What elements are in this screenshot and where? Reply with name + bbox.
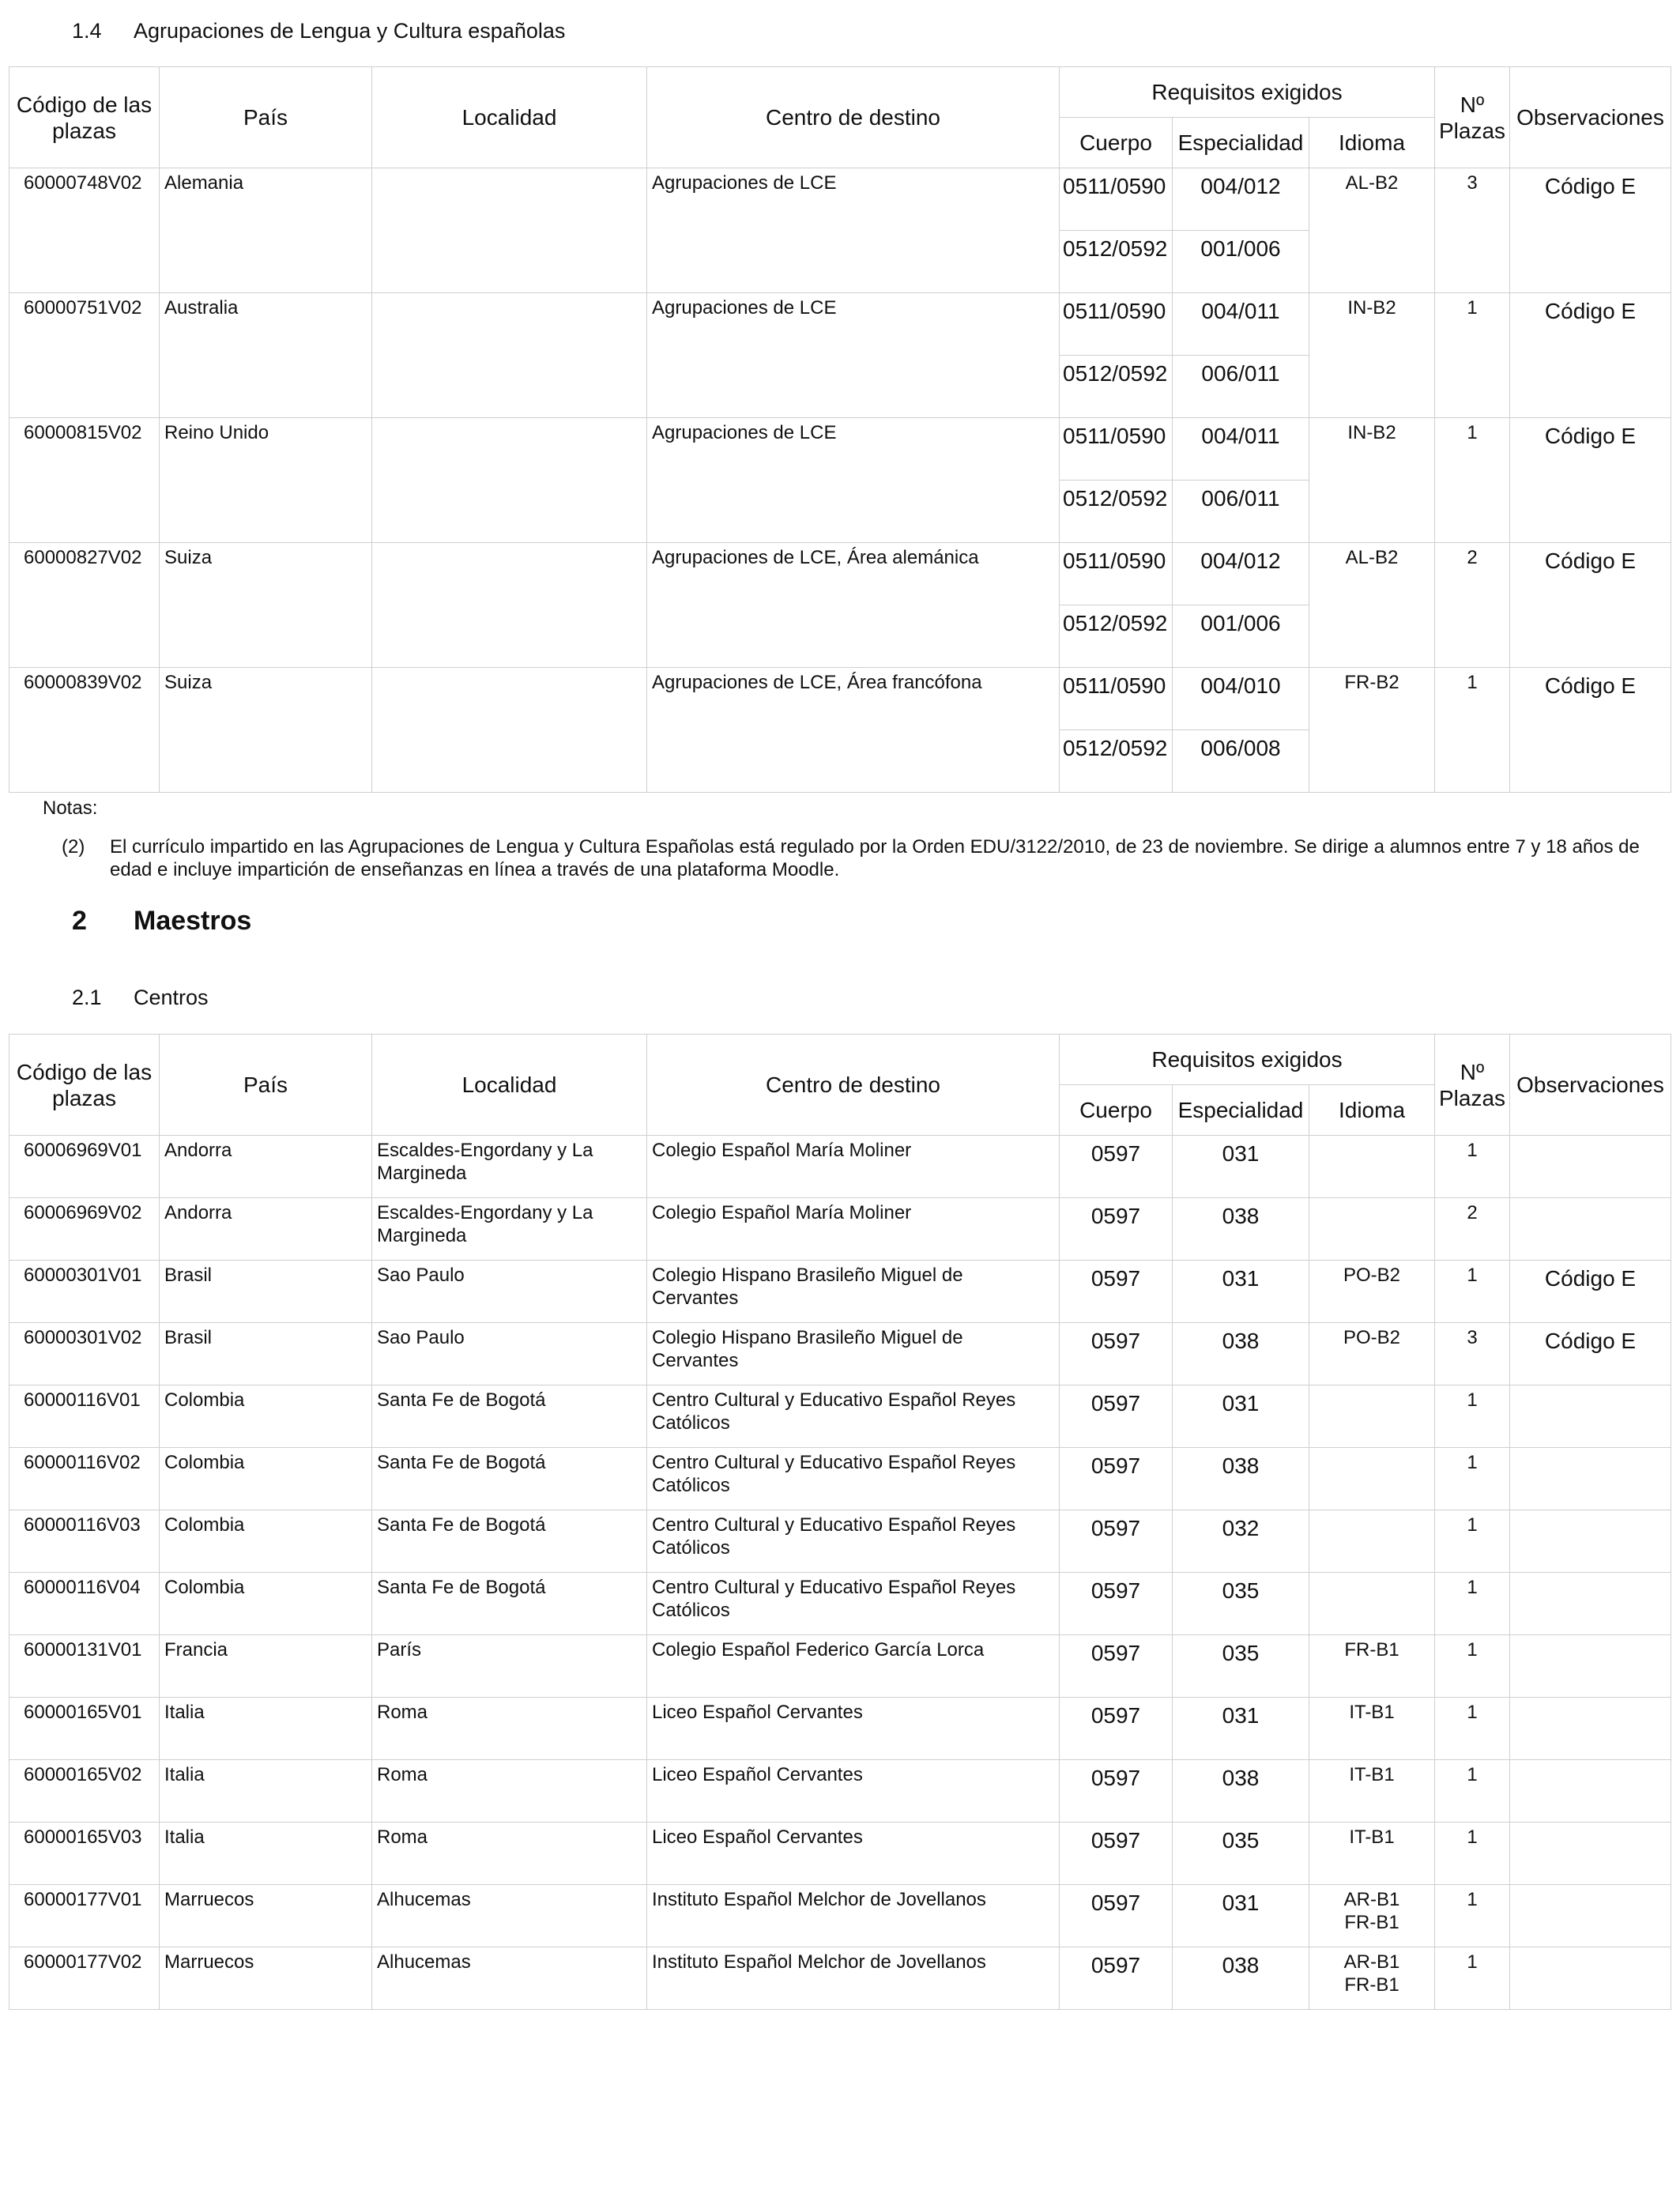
idioma-cell: [1309, 1198, 1435, 1261]
cuerpo-cell: 0597: [1060, 1198, 1173, 1261]
cuerpo-cell: 0597: [1060, 1635, 1173, 1698]
header-requisitos: Requisitos exigidos: [1060, 67, 1435, 118]
table-row: [9, 1760, 1671, 1823]
cuerpo-cell: 0597: [1060, 1510, 1173, 1573]
codigo-cell: 60000751V02: [9, 293, 160, 418]
pais-cell: Marruecos: [160, 1947, 372, 2010]
observaciones-cell: [1510, 1635, 1671, 1698]
idioma-cell: AL-B2: [1309, 543, 1435, 668]
observaciones-cell: [1510, 1136, 1671, 1198]
codigo-cell: 60000301V02: [9, 1323, 160, 1385]
especialidad-cell: 038: [1173, 1760, 1309, 1823]
section-number: 2.1: [72, 986, 102, 1009]
cuerpo-cell: 0597: [1060, 1947, 1173, 2010]
especialidad-cell: 038: [1173, 1947, 1309, 2010]
section-title: Centros: [134, 986, 209, 1009]
plazas-cell: 1: [1435, 1635, 1510, 1698]
codigo-cell: 60006969V02: [9, 1198, 160, 1261]
pais-cell: Francia: [160, 1635, 372, 1698]
centro-cell: Centro Cultural y Educativo Español Reyes Católicos: [647, 1510, 1060, 1573]
codigo-cell: 60000827V02: [9, 543, 160, 668]
header-especialidad: Especialidad: [1173, 118, 1309, 168]
especialidad-cell: 031: [1173, 1698, 1309, 1760]
idioma-cell: [1309, 1448, 1435, 1510]
cuerpo-cell: 0512/0592: [1060, 231, 1173, 293]
especialidad-cell: 006/011: [1173, 356, 1309, 418]
header-especialidad: Especialidad: [1173, 1085, 1309, 1136]
cuerpo-cell: 0597: [1060, 1885, 1173, 1947]
header-centro: Centro de destino: [647, 67, 1060, 168]
cuerpo-cell: 0597: [1060, 1136, 1173, 1198]
table-row: [9, 1947, 1671, 2010]
plazas-cell: 1: [1435, 418, 1510, 543]
centro-cell: Colegio Español Federico García Lorca: [647, 1635, 1060, 1698]
centro-cell: Agrupaciones de LCE, Área alemánica: [647, 543, 1060, 668]
observaciones-cell: [1510, 1698, 1671, 1760]
pais-cell: Italia: [160, 1760, 372, 1823]
localidad-cell: Santa Fe de Bogotá: [372, 1510, 647, 1573]
observaciones-cell: [1510, 1385, 1671, 1448]
plazas-cell: 1: [1435, 1510, 1510, 1573]
table-row: [9, 1823, 1671, 1885]
localidad-cell: Sao Paulo: [372, 1261, 647, 1323]
especialidad-cell: 032: [1173, 1510, 1309, 1573]
centro-cell: Agrupaciones de LCE, Área francófona: [647, 668, 1060, 793]
observaciones-cell: Código E: [1510, 418, 1671, 543]
localidad-cell: Roma: [372, 1823, 647, 1885]
centro-cell: Colegio Hispano Brasileño Miguel de Cervantes: [647, 1261, 1060, 1323]
codigo-cell: 60000165V01: [9, 1698, 160, 1760]
table-row: [9, 1261, 1671, 1323]
centro-cell: Colegio Hispano Brasileño Miguel de Cervantes: [647, 1323, 1060, 1385]
centro-cell: Liceo Español Cervantes: [647, 1698, 1060, 1760]
idioma-cell: IT-B1: [1309, 1823, 1435, 1885]
especialidad-cell: 004/011: [1173, 293, 1309, 356]
table-row: [9, 1573, 1671, 1635]
especialidad-cell: 004/012: [1173, 168, 1309, 231]
codigo-cell: 60000301V01: [9, 1261, 160, 1323]
pais-cell: Suiza: [160, 668, 372, 793]
cuerpo-cell: 0597: [1060, 1823, 1173, 1885]
pais-cell: Suiza: [160, 543, 372, 668]
cuerpo-cell: 0511/0590: [1060, 543, 1173, 605]
codigo-cell: 60000165V02: [9, 1760, 160, 1823]
header-pais: País: [160, 1035, 372, 1136]
localidad-cell: [372, 668, 647, 793]
header-cuerpo: Cuerpo: [1060, 1085, 1173, 1136]
plazas-cell: 1: [1435, 1947, 1510, 2010]
cuerpo-cell: 0512/0592: [1060, 356, 1173, 418]
centro-cell: Centro Cultural y Educativo Español Reyes Católicos: [647, 1448, 1060, 1510]
especialidad-cell: 038: [1173, 1323, 1309, 1385]
note-2: [62, 835, 1658, 881]
cuerpo-cell: 0597: [1060, 1760, 1173, 1823]
header-requisitos: Requisitos exigidos: [1060, 1035, 1435, 1085]
table-row: [9, 418, 1671, 481]
observaciones-cell: [1510, 1823, 1671, 1885]
especialidad-cell: 006/011: [1173, 481, 1309, 543]
idioma-cell: FR-B1: [1309, 1635, 1435, 1698]
localidad-cell: Escaldes-Engordany y La Margineda: [372, 1198, 647, 1261]
centro-cell: Instituto Español Melchor de Jovellanos: [647, 1947, 1060, 2010]
observaciones-cell: Código E: [1510, 293, 1671, 418]
plazas-cell: 3: [1435, 1323, 1510, 1385]
header-localidad: Localidad: [372, 67, 647, 168]
cuerpo-cell: 0597: [1060, 1261, 1173, 1323]
table-row: [9, 1323, 1671, 1385]
observaciones-cell: [1510, 1448, 1671, 1510]
plazas-cell: 1: [1435, 1136, 1510, 1198]
centro-cell: Liceo Español Cervantes: [647, 1760, 1060, 1823]
localidad-cell: [372, 418, 647, 543]
cuerpo-cell: 0512/0592: [1060, 605, 1173, 668]
idioma-cell: [1309, 1510, 1435, 1573]
section-title: Maestros: [134, 906, 252, 936]
table-row: [9, 1698, 1671, 1760]
table-row: [9, 1136, 1671, 1198]
centro-cell: Instituto Español Melchor de Jovellanos: [647, 1885, 1060, 1947]
header-codigo: Código de las plazas: [9, 1035, 160, 1136]
header-codigo: Código de las plazas: [9, 67, 160, 168]
section-title: Agrupaciones de Lengua y Cultura españolas: [134, 19, 566, 43]
table-row: [9, 1448, 1671, 1510]
codigo-cell: 60000748V02: [9, 168, 160, 293]
table-row: [9, 668, 1671, 730]
pais-cell: Brasil: [160, 1323, 372, 1385]
idioma-cell: AR-B1 FR-B1: [1309, 1885, 1435, 1947]
cuerpo-cell: 0597: [1060, 1448, 1173, 1510]
idioma-cell: IN-B2: [1309, 293, 1435, 418]
pais-cell: Australia: [160, 293, 372, 418]
header-localidad: Localidad: [372, 1035, 647, 1136]
idioma-cell: IN-B2: [1309, 418, 1435, 543]
especialidad-cell: 004/012: [1173, 543, 1309, 605]
header-idioma: Idioma: [1309, 118, 1435, 168]
table-row: [9, 293, 1671, 356]
localidad-cell: París: [372, 1635, 647, 1698]
header-centro: Centro de destino: [647, 1035, 1060, 1136]
especialidad-cell: 035: [1173, 1823, 1309, 1885]
section-2-1-heading: [72, 986, 209, 1010]
pais-cell: Colombia: [160, 1448, 372, 1510]
header-pais: País: [160, 67, 372, 168]
localidad-cell: [372, 168, 647, 293]
table-row: [9, 168, 1671, 231]
cuerpo-cell: 0511/0590: [1060, 418, 1173, 481]
idioma-cell: PO-B2: [1309, 1323, 1435, 1385]
observaciones-cell: [1510, 1885, 1671, 1947]
centro-cell: Agrupaciones de LCE: [647, 168, 1060, 293]
especialidad-cell: 004/011: [1173, 418, 1309, 481]
header-observaciones: Observaciones: [1510, 1035, 1671, 1136]
header-observaciones: Observaciones: [1510, 67, 1671, 168]
localidad-cell: Santa Fe de Bogotá: [372, 1385, 647, 1448]
header-cuerpo: Cuerpo: [1060, 118, 1173, 168]
especialidad-cell: 006/008: [1173, 730, 1309, 793]
pais-cell: Marruecos: [160, 1885, 372, 1947]
observaciones-cell: [1510, 1573, 1671, 1635]
especialidad-cell: 031: [1173, 1261, 1309, 1323]
pais-cell: Brasil: [160, 1261, 372, 1323]
idioma-cell: [1309, 1136, 1435, 1198]
pais-cell: Colombia: [160, 1385, 372, 1448]
especialidad-cell: 031: [1173, 1385, 1309, 1448]
observaciones-cell: [1510, 1510, 1671, 1573]
plazas-cell: 2: [1435, 543, 1510, 668]
idioma-cell: [1309, 1385, 1435, 1448]
especialidad-cell: 004/010: [1173, 668, 1309, 730]
localidad-cell: Alhucemas: [372, 1885, 647, 1947]
cuerpo-cell: 0511/0590: [1060, 168, 1173, 231]
idioma-cell: AL-B2: [1309, 168, 1435, 293]
observaciones-cell: Código E: [1510, 668, 1671, 793]
codigo-cell: 60000177V01: [9, 1885, 160, 1947]
codigo-cell: 60000131V01: [9, 1635, 160, 1698]
pais-cell: Alemania: [160, 168, 372, 293]
table-row: [9, 1635, 1671, 1698]
pais-cell: Colombia: [160, 1573, 372, 1635]
note-mark: (2): [62, 836, 85, 858]
plazas-cell: 1: [1435, 1885, 1510, 1947]
centro-cell: Colegio Español María Moliner: [647, 1136, 1060, 1198]
section-1-4-heading: [72, 19, 565, 43]
plazas-cell: 1: [1435, 1573, 1510, 1635]
header-plazas: Nº Plazas: [1435, 67, 1510, 168]
centro-cell: Agrupaciones de LCE: [647, 418, 1060, 543]
plazas-cell: 1: [1435, 1261, 1510, 1323]
idioma-cell: [1309, 1573, 1435, 1635]
localidad-cell: Alhucemas: [372, 1947, 647, 2010]
localidad-cell: Roma: [372, 1760, 647, 1823]
pais-cell: Italia: [160, 1698, 372, 1760]
pais-cell: Andorra: [160, 1136, 372, 1198]
cuerpo-cell: 0597: [1060, 1698, 1173, 1760]
codigo-cell: 60000116V03: [9, 1510, 160, 1573]
observaciones-cell: Código E: [1510, 543, 1671, 668]
codigo-cell: 60000116V02: [9, 1448, 160, 1510]
especialidad-cell: 001/006: [1173, 231, 1309, 293]
cuerpo-cell: 0511/0590: [1060, 293, 1173, 356]
localidad-cell: Escaldes-Engordany y La Margineda: [372, 1136, 647, 1198]
centro-cell: Centro Cultural y Educativo Español Reyes Católicos: [647, 1385, 1060, 1448]
plazas-cell: 1: [1435, 1698, 1510, 1760]
localidad-cell: [372, 543, 647, 668]
table-row: [9, 1885, 1671, 1947]
idioma-cell: FR-B2: [1309, 668, 1435, 793]
codigo-cell: 60000815V02: [9, 418, 160, 543]
localidad-cell: [372, 293, 647, 418]
pais-cell: Andorra: [160, 1198, 372, 1261]
table-row: [9, 1198, 1671, 1261]
plazas-cell: 2: [1435, 1198, 1510, 1261]
codigo-cell: 60000116V01: [9, 1385, 160, 1448]
especialidad-cell: 031: [1173, 1885, 1309, 1947]
plazas-cell: 1: [1435, 1760, 1510, 1823]
codigo-cell: 60006969V01: [9, 1136, 160, 1198]
centro-cell: Agrupaciones de LCE: [647, 293, 1060, 418]
observaciones-cell: [1510, 1198, 1671, 1261]
table-agrupaciones: [9, 66, 1671, 793]
idioma-cell: PO-B2: [1309, 1261, 1435, 1323]
section-number: 2: [72, 906, 87, 936]
centro-cell: Colegio Español María Moliner: [647, 1198, 1060, 1261]
codigo-cell: 60000177V02: [9, 1947, 160, 2010]
localidad-cell: Santa Fe de Bogotá: [372, 1573, 647, 1635]
table-row: [9, 1385, 1671, 1448]
localidad-cell: Roma: [372, 1698, 647, 1760]
plazas-cell: 1: [1435, 668, 1510, 793]
notes-label: Notas:: [43, 797, 98, 819]
plazas-cell: 3: [1435, 168, 1510, 293]
cuerpo-cell: 0511/0590: [1060, 668, 1173, 730]
header-idioma: Idioma: [1309, 1085, 1435, 1136]
especialidad-cell: 035: [1173, 1635, 1309, 1698]
plazas-cell: 1: [1435, 1385, 1510, 1448]
cuerpo-cell: 0512/0592: [1060, 730, 1173, 793]
section-2-heading: [72, 906, 251, 937]
observaciones-cell: Código E: [1510, 168, 1671, 293]
idioma-cell: AR-B1 FR-B1: [1309, 1947, 1435, 2010]
pais-cell: Italia: [160, 1823, 372, 1885]
table-row: [9, 543, 1671, 605]
cuerpo-cell: 0597: [1060, 1385, 1173, 1448]
especialidad-cell: 035: [1173, 1573, 1309, 1635]
observaciones-cell: Código E: [1510, 1323, 1671, 1385]
observaciones-cell: [1510, 1760, 1671, 1823]
codigo-cell: 60000839V02: [9, 668, 160, 793]
pais-cell: Reino Unido: [160, 418, 372, 543]
especialidad-cell: 031: [1173, 1136, 1309, 1198]
plazas-cell: 1: [1435, 1823, 1510, 1885]
especialidad-cell: 038: [1173, 1448, 1309, 1510]
codigo-cell: 60000165V03: [9, 1823, 160, 1885]
table-row: [9, 1510, 1671, 1573]
observaciones-cell: Código E: [1510, 1261, 1671, 1323]
plazas-cell: 1: [1435, 293, 1510, 418]
especialidad-cell: 001/006: [1173, 605, 1309, 668]
localidad-cell: Sao Paulo: [372, 1323, 647, 1385]
especialidad-cell: 038: [1173, 1198, 1309, 1261]
centro-cell: Liceo Español Cervantes: [647, 1823, 1060, 1885]
observaciones-cell: [1510, 1947, 1671, 2010]
plazas-cell: 1: [1435, 1448, 1510, 1510]
localidad-cell: Santa Fe de Bogotá: [372, 1448, 647, 1510]
codigo-cell: 60000116V04: [9, 1573, 160, 1635]
pais-cell: Colombia: [160, 1510, 372, 1573]
cuerpo-cell: 0597: [1060, 1573, 1173, 1635]
idioma-cell: IT-B1: [1309, 1698, 1435, 1760]
cuerpo-cell: 0512/0592: [1060, 481, 1173, 543]
centro-cell: Centro Cultural y Educativo Español Reyes Católicos: [647, 1573, 1060, 1635]
header-plazas: Nº Plazas: [1435, 1035, 1510, 1136]
cuerpo-cell: 0597: [1060, 1323, 1173, 1385]
table-centros: [9, 1034, 1671, 2010]
section-number: 1.4: [72, 19, 102, 43]
idioma-cell: IT-B1: [1309, 1760, 1435, 1823]
note-text: El currículo impartido en las Agrupaciones de Lengua y Cultura Españolas está regulado por la Orden EDU/3122/2010, de 23 de noviembre. Se dirige a alumnos entre 7 y 18 años de edad e incluye impartición de enseñanzas en línea a través de una plataforma Moodle.: [110, 836, 1640, 880]
